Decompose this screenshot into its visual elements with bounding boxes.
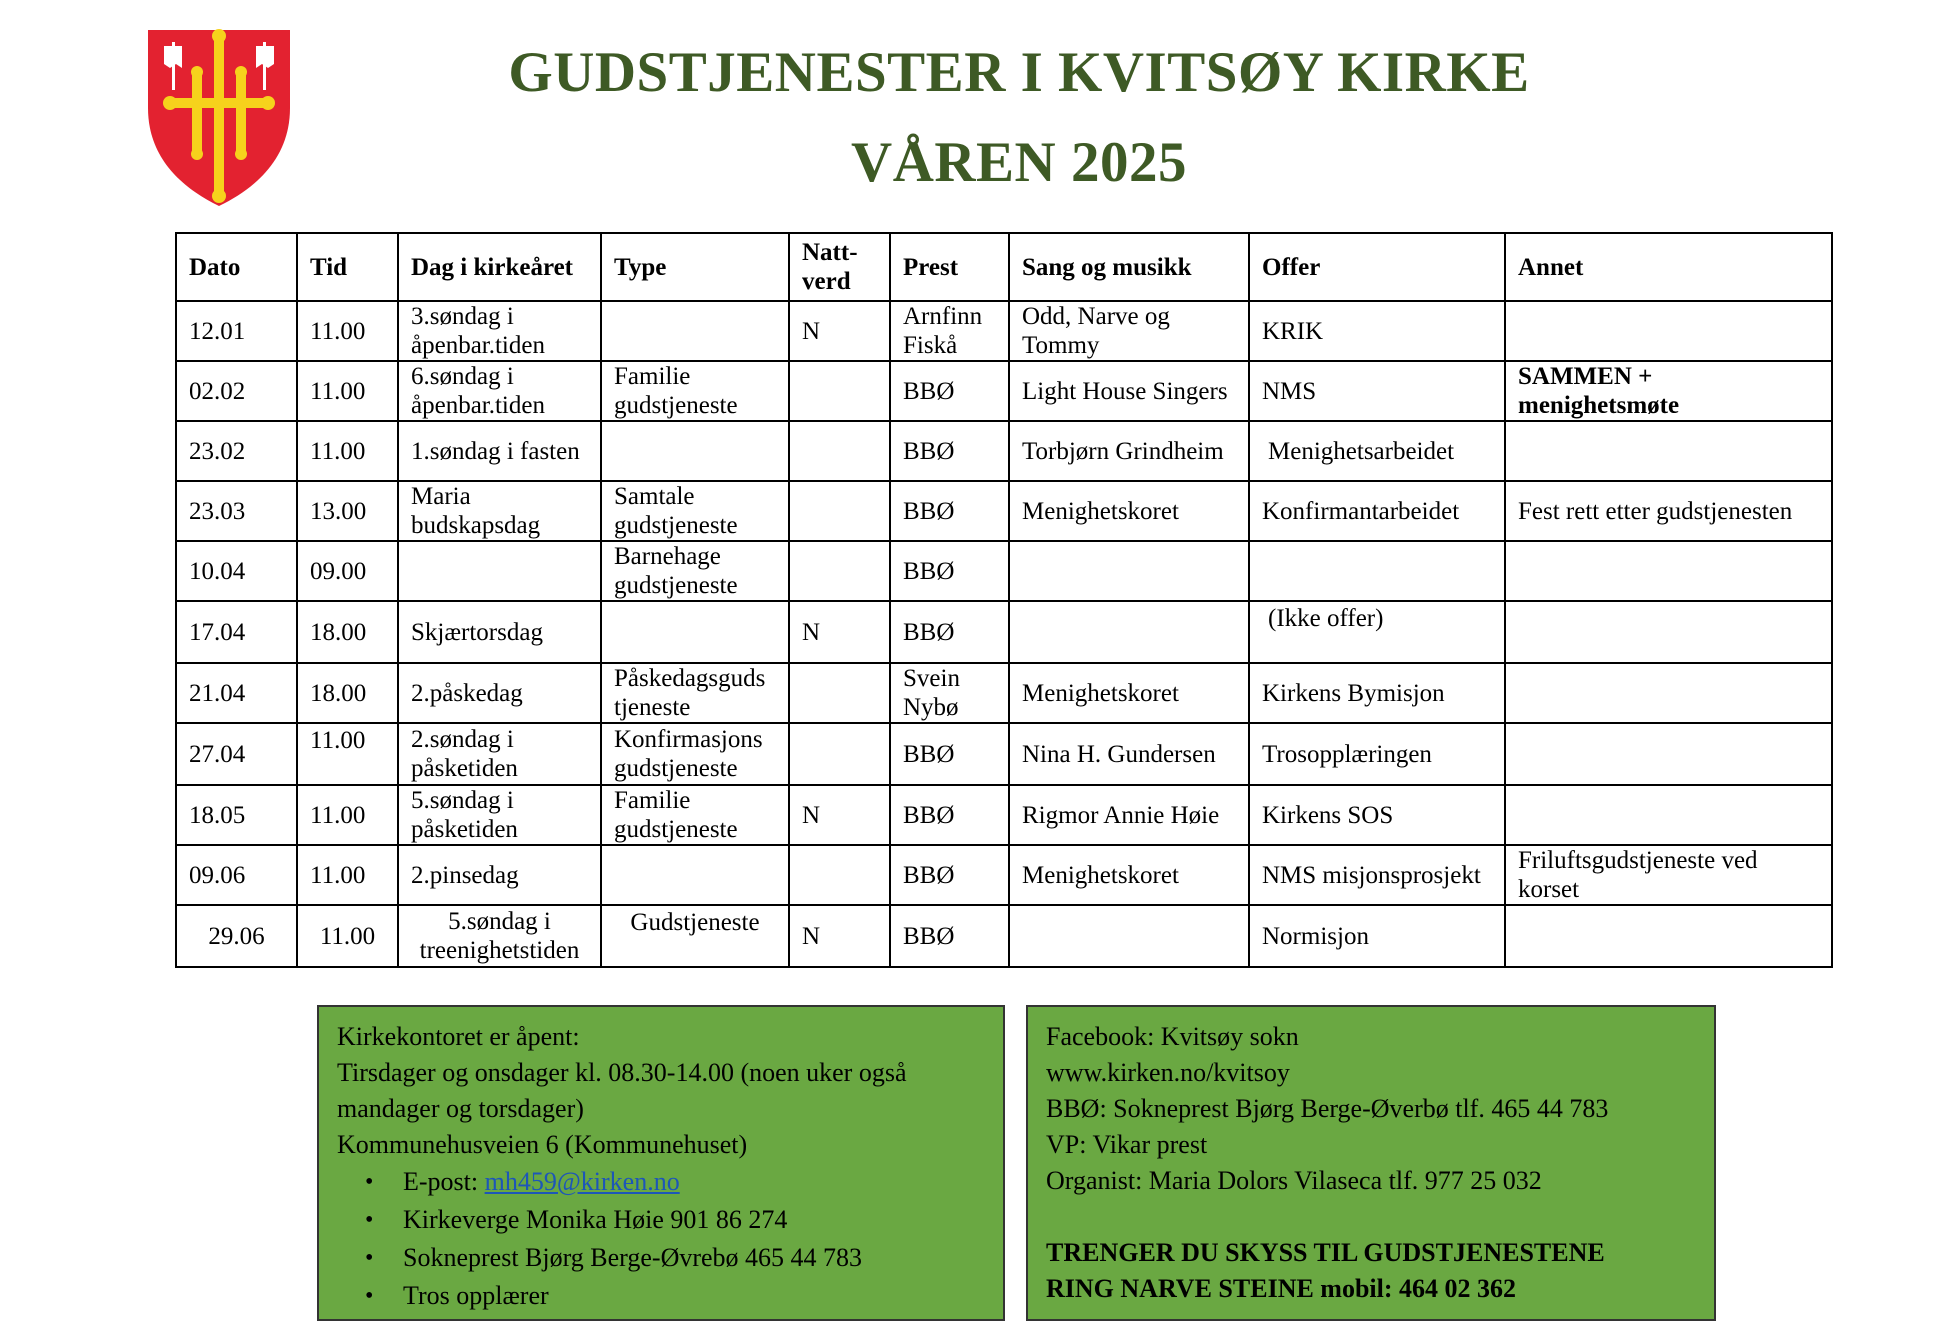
- cell-annet: [1505, 601, 1832, 663]
- cell-nattverd: [789, 541, 890, 601]
- office-contact-list: [337, 1163, 985, 1315]
- service-schedule-table: [175, 232, 1833, 968]
- col-header-sang: Sang og musikk: [1009, 233, 1249, 301]
- table-row: [176, 301, 1832, 361]
- cell-type: Familie gudstjeneste: [601, 785, 789, 845]
- cell-dato: 23.03: [176, 481, 297, 541]
- table-row: [176, 421, 1832, 481]
- cell-type: Barnehage gudstjeneste: [601, 541, 789, 601]
- cell-nattverd: [789, 845, 890, 905]
- cell-sang: Menighetskoret: [1009, 845, 1249, 905]
- cell-dag: Skjærtorsdag: [398, 601, 601, 663]
- table-row: [176, 481, 1832, 541]
- table-row: [176, 785, 1832, 845]
- cell-offer: Menighetsarbeidet: [1249, 421, 1505, 481]
- table-row: [176, 541, 1832, 601]
- cell-offer: NMS misjonsprosjekt: [1249, 845, 1505, 905]
- cell-nattverd: [789, 723, 890, 785]
- cell-dag: 6.søndag i åpenbar.tiden: [398, 361, 601, 421]
- cell-prest: BBØ: [890, 481, 1009, 541]
- cell-dag: 2.påskedag: [398, 663, 601, 723]
- bullet-icon: •: [365, 1207, 374, 1233]
- cell-offer: KRIK: [1249, 301, 1505, 361]
- col-header-dag: Dag i kirkeåret: [398, 233, 601, 301]
- cell-offer: Konfirmantarbeidet: [1249, 481, 1505, 541]
- office-hours: Tirsdager og onsdager kl. 08.30-14.00 (noen uker også mandager og torsdager): [337, 1058, 907, 1123]
- cell-nattverd: N: [789, 301, 890, 361]
- col-header-type: Type: [601, 233, 789, 301]
- col-header-offer: Offer: [1249, 233, 1505, 301]
- cell-tid: 09.00: [297, 541, 398, 601]
- church-office-info-box: [317, 1005, 1005, 1321]
- cell-sang: [1009, 541, 1249, 601]
- cell-dag: 5.søndag i treenighetstiden: [398, 905, 601, 967]
- cell-sang: Light House Singers: [1009, 361, 1249, 421]
- cell-sang: Rigmor Annie Høie: [1009, 785, 1249, 845]
- cell-nattverd: N: [789, 785, 890, 845]
- cell-tid: 18.00: [297, 663, 398, 723]
- cell-type: [601, 421, 789, 481]
- office-heading: Kirkekontoret er åpent:: [337, 1022, 580, 1051]
- cell-nattverd: [789, 481, 890, 541]
- cell-type: Påskedagsguds tjeneste: [601, 663, 789, 723]
- cell-dato: 27.04: [176, 723, 297, 785]
- cell-offer: Kirkens SOS: [1249, 785, 1505, 845]
- cell-prest: BBØ: [890, 421, 1009, 481]
- cell-annet: [1505, 301, 1832, 361]
- col-header-dato: Dato: [176, 233, 297, 301]
- table-header-row: [176, 233, 1832, 301]
- bullet-icon: •: [365, 1169, 374, 1195]
- cell-tid: 13.00: [297, 481, 398, 541]
- col-header-nattverd: Natt-verd: [789, 233, 890, 301]
- cell-annet: Friluftsgudstjeneste ved korset: [1505, 845, 1832, 905]
- cell-prest: BBØ: [890, 541, 1009, 601]
- cell-dag: [398, 541, 601, 601]
- cell-tid: 11.00: [297, 723, 398, 785]
- cell-dato: 02.02: [176, 361, 297, 421]
- col-header-annet: Annet: [1505, 233, 1832, 301]
- kirkeverge-contact: Kirkeverge Monika Høie 901 86 274: [403, 1205, 788, 1234]
- cell-prest: BBØ: [890, 905, 1009, 967]
- cell-dato: 12.01: [176, 301, 297, 361]
- cell-tid: 11.00: [297, 421, 398, 481]
- cell-dato: 17.04: [176, 601, 297, 663]
- cell-tid: 11.00: [297, 845, 398, 905]
- cell-nattverd: [789, 663, 890, 723]
- cell-dato: 21.04: [176, 663, 297, 723]
- cell-prest: BBØ: [890, 785, 1009, 845]
- cell-prest: BBØ: [890, 845, 1009, 905]
- sokneprest-line: BBØ: Sokneprest Bjørg Berge-Øverbø tlf. 465 44 783: [1046, 1094, 1609, 1123]
- cell-offer: NMS: [1249, 361, 1505, 421]
- cell-dag: Maria budskapsdag: [398, 481, 601, 541]
- cell-tid: 11.00: [297, 361, 398, 421]
- cell-dag: 2.pinsedag: [398, 845, 601, 905]
- cell-dato: 09.06: [176, 845, 297, 905]
- cell-type: Samtale gudstjeneste: [601, 481, 789, 541]
- cell-prest: BBØ: [890, 361, 1009, 421]
- table-row: [176, 361, 1832, 421]
- cell-sang: Menighetskoret: [1009, 663, 1249, 723]
- cell-dato: 18.05: [176, 785, 297, 845]
- list-item: [365, 1163, 985, 1201]
- cell-dag: 1.søndag i fasten: [398, 421, 601, 481]
- vikar-prest-line: VP: Vikar prest: [1046, 1130, 1208, 1159]
- cell-dato: 10.04: [176, 541, 297, 601]
- cell-dag: 3.søndag i åpenbar.tiden: [398, 301, 601, 361]
- cell-sang: Torbjørn Grindheim: [1009, 421, 1249, 481]
- page-subtitle: VÅREN 2025: [851, 131, 1187, 194]
- cell-prest: BBØ: [890, 601, 1009, 663]
- cell-offer: Kirkens Bymisjon: [1249, 663, 1505, 723]
- cell-sang: [1009, 905, 1249, 967]
- table-row: [176, 723, 1832, 785]
- cell-type: [601, 845, 789, 905]
- table-row: [176, 601, 1832, 663]
- cell-type: Gudstjeneste: [601, 905, 789, 967]
- cell-nattverd: [789, 421, 890, 481]
- col-header-tid: Tid: [297, 233, 398, 301]
- table-row: [176, 845, 1832, 905]
- cell-dag: 2.søndag i påsketiden: [398, 723, 601, 785]
- facebook-line: Facebook: Kvitsøy sokn: [1046, 1022, 1299, 1051]
- cell-tid: 11.00: [297, 905, 398, 967]
- cell-tid: 18.00: [297, 601, 398, 663]
- bullet-icon: •: [365, 1245, 374, 1271]
- table-row: [176, 905, 1832, 967]
- cell-nattverd: [789, 361, 890, 421]
- cell-annet: SAMMEN + menighetsmøte: [1505, 361, 1832, 421]
- email-link[interactable]: mh459@kirken.no: [484, 1167, 680, 1196]
- cell-tid: 11.00: [297, 301, 398, 361]
- cell-nattverd: N: [789, 601, 890, 663]
- list-item: [365, 1239, 985, 1277]
- cell-annet: [1505, 541, 1832, 601]
- cell-offer: Trosopplæringen: [1249, 723, 1505, 785]
- contact-info-box: [1026, 1005, 1716, 1321]
- organist-line: Organist: Maria Dolors Vilaseca tlf. 977 25 032: [1046, 1166, 1542, 1195]
- bullet-icon: •: [365, 1283, 374, 1309]
- cell-annet: [1505, 785, 1832, 845]
- cell-sang: Odd, Narve og Tommy: [1009, 301, 1249, 361]
- cell-dag: 5.søndag i påsketiden: [398, 785, 601, 845]
- page-title: GUDSTJENESTER I KVITSØY KIRKE: [508, 41, 1530, 104]
- cell-dato: 23.02: [176, 421, 297, 481]
- cell-annet: [1505, 905, 1832, 967]
- cell-annet: [1505, 663, 1832, 723]
- cell-prest: Arnfinn Fiskå: [890, 301, 1009, 361]
- cell-tid: 11.00: [297, 785, 398, 845]
- cell-annet: Fest rett etter gudstjenesten: [1505, 481, 1832, 541]
- website-line: www.kirken.no/kvitsoy: [1046, 1058, 1290, 1087]
- sokneprest-contact: Sokneprest Bjørg Berge-Øvrebø 465 44 783: [403, 1243, 863, 1272]
- list-item: [365, 1201, 985, 1239]
- cell-offer: (Ikke offer): [1249, 601, 1505, 663]
- cell-prest: BBØ: [890, 723, 1009, 785]
- email-label: E-post:: [403, 1167, 485, 1196]
- cell-nattverd: N: [789, 905, 890, 967]
- cell-sang: Nina H. Gundersen: [1009, 723, 1249, 785]
- transport-phone: RING NARVE STEINE mobil: 464 02 362: [1046, 1274, 1517, 1303]
- cell-offer: Normisjon: [1249, 905, 1505, 967]
- cell-annet: [1505, 723, 1832, 785]
- cell-type: [601, 601, 789, 663]
- list-item: [365, 1277, 985, 1315]
- office-address: Kommunehusveien 6 (Kommunehuset): [337, 1130, 748, 1159]
- table-row: [176, 663, 1832, 723]
- cell-offer: [1249, 541, 1505, 601]
- col-header-prest: Prest: [890, 233, 1009, 301]
- cell-sang: Menighetskoret: [1009, 481, 1249, 541]
- cell-dato: 29.06: [176, 905, 297, 967]
- cell-type: [601, 301, 789, 361]
- transport-notice: TRENGER DU SKYSS TIL GUDSTJENESTENE: [1046, 1238, 1605, 1267]
- cell-annet: [1505, 421, 1832, 481]
- cell-type: Familie gudstjeneste: [601, 361, 789, 421]
- cell-sang: [1009, 601, 1249, 663]
- cell-type: Konfirmasjons gudstjeneste: [601, 723, 789, 785]
- tros-opplaerer: Tros opplærer: [403, 1281, 549, 1310]
- cell-prest: Svein Nybø: [890, 663, 1009, 723]
